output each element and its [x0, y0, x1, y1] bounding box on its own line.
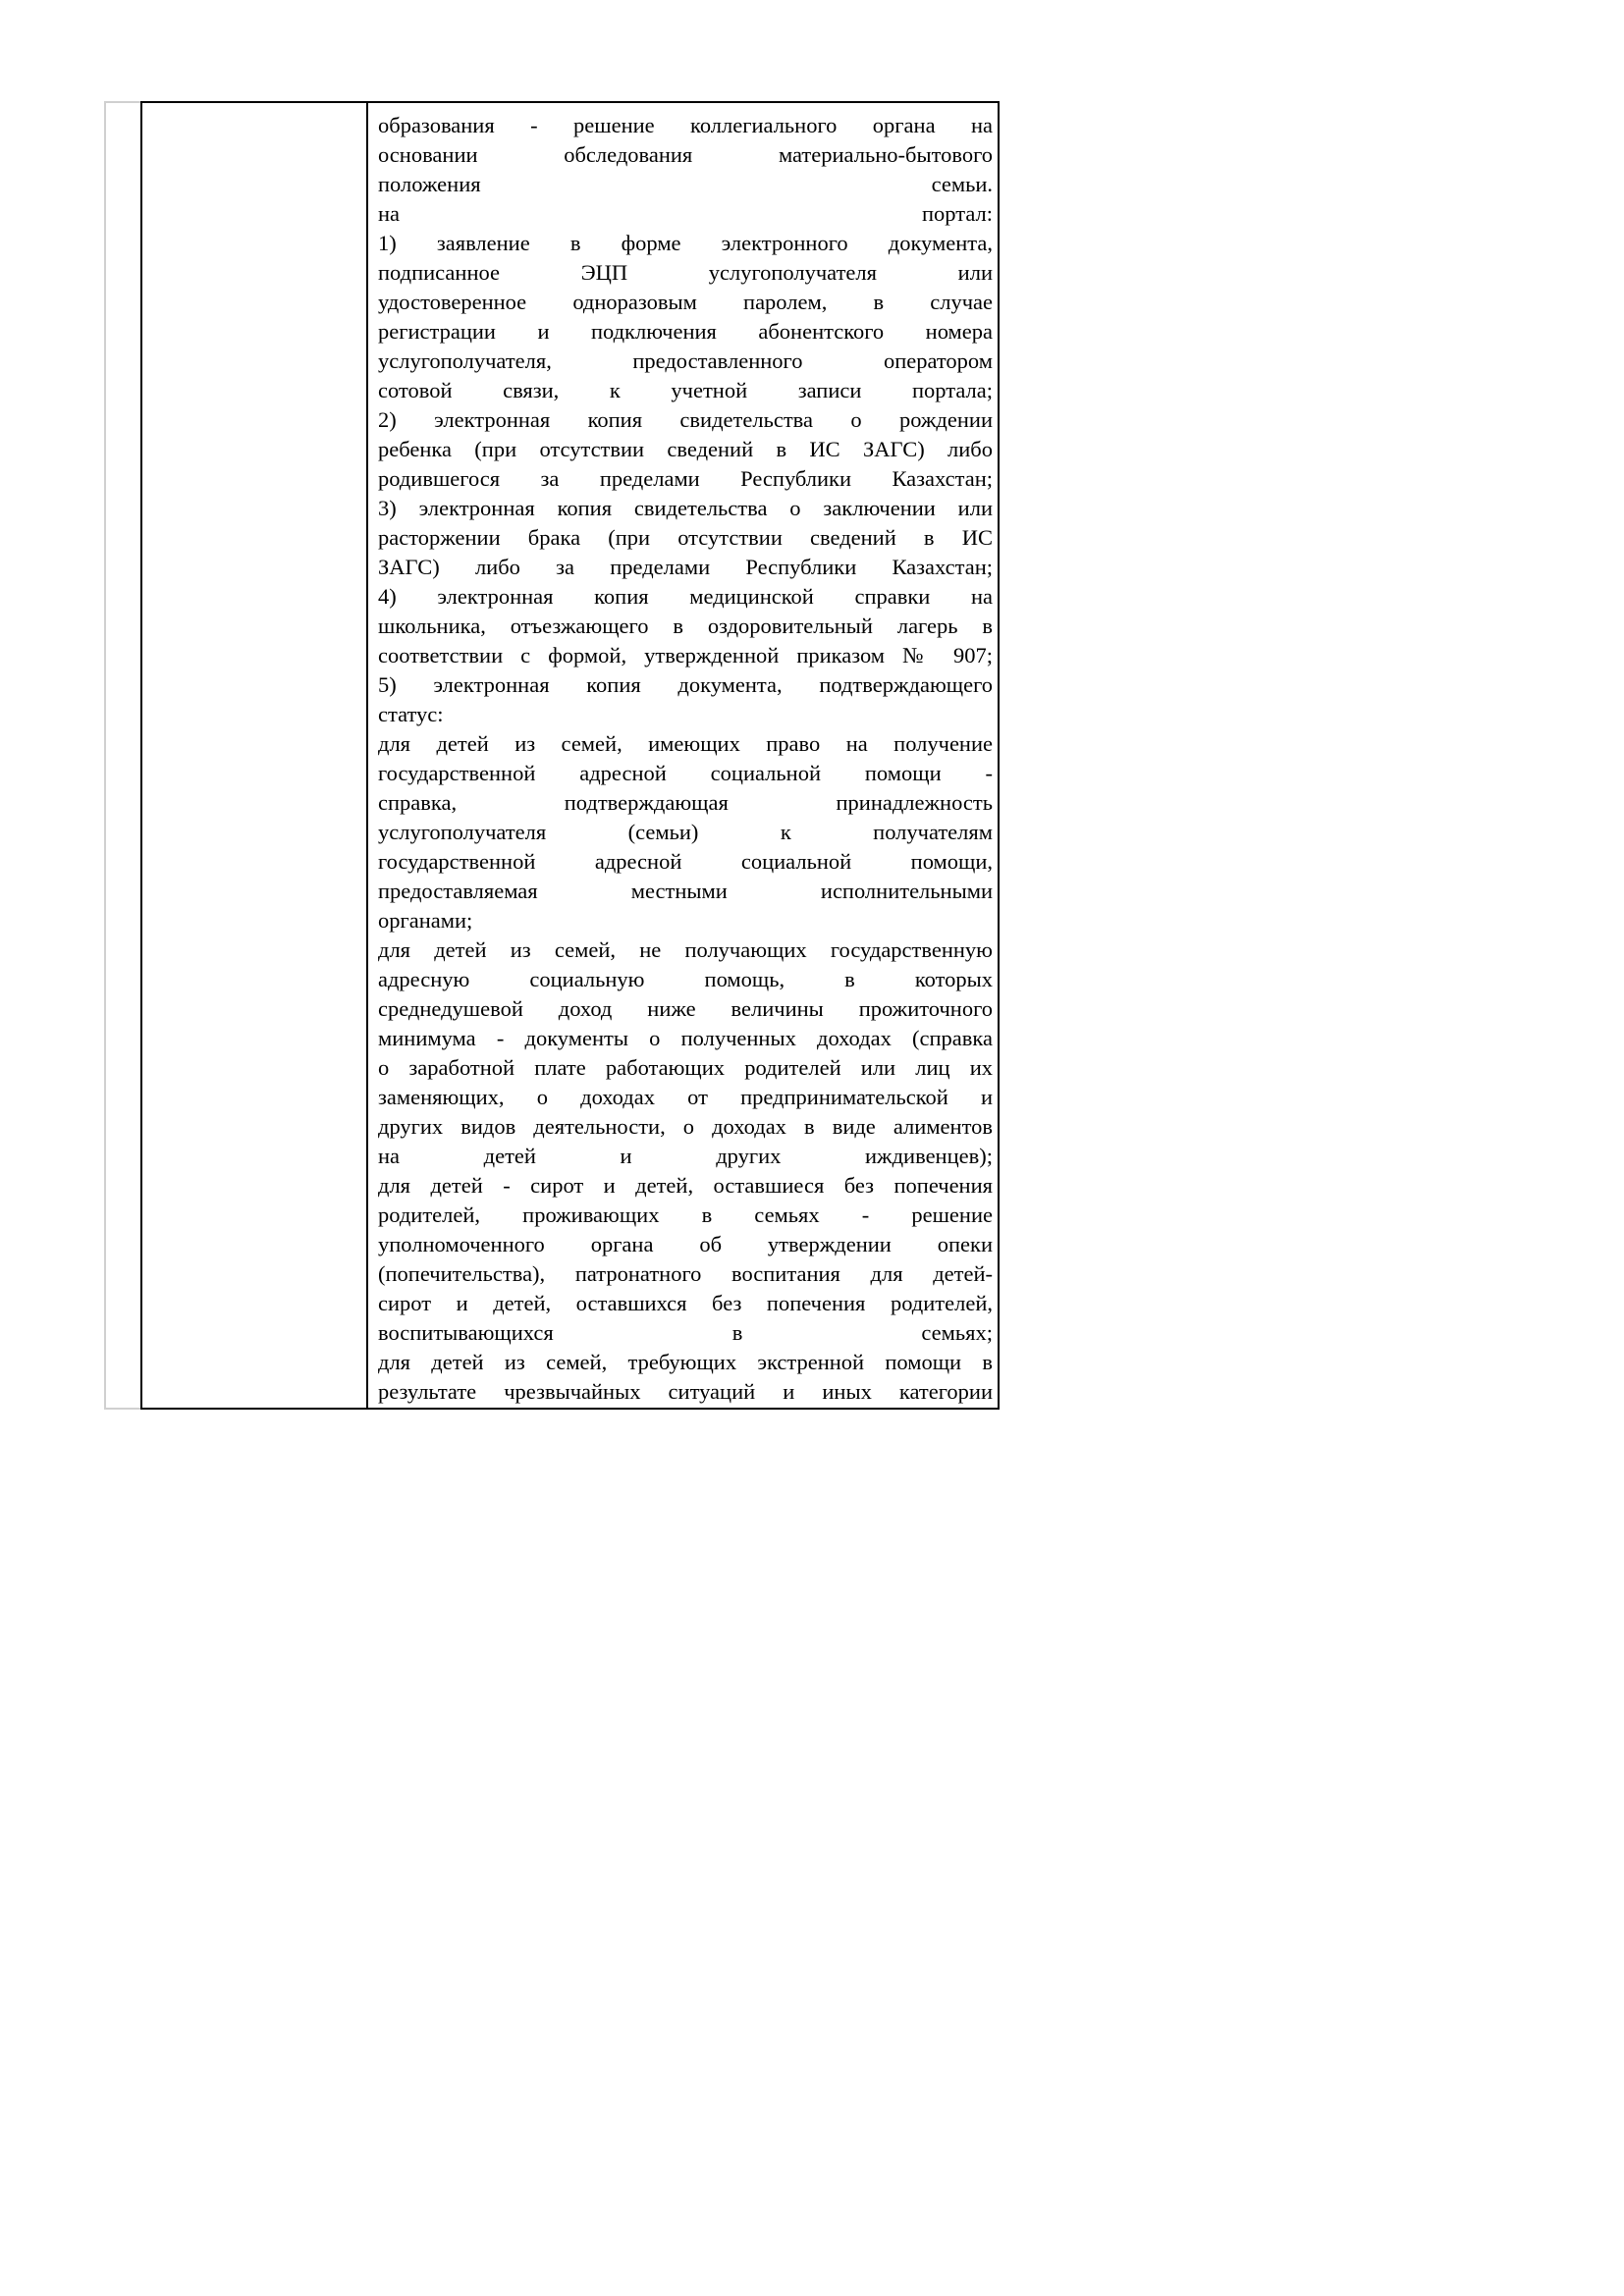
text-line: сирот и детей, оставшихся без попечения родителей,	[378, 1291, 993, 1315]
text-line: ребенка (при отсутствии сведений в ИС ЗАГС) либо	[378, 437, 993, 461]
text-line: родившегося за пределами Республики Казахстан;	[378, 466, 993, 491]
text-line: о заработной плате работающих родителей или лиц их	[378, 1055, 993, 1080]
documents-cell-text	[378, 111, 993, 1407]
text-line: адресную социальную помощь, в которых	[378, 967, 993, 991]
text-line: воспитывающихся в семьях;	[378, 1320, 993, 1345]
text-line: государственной адресной социальной помощи -	[378, 761, 993, 785]
text-line: подписанное ЭЦП услугополучателя или	[378, 260, 993, 285]
text-line: заменяющих, о доходах от предпринимательской и	[378, 1085, 993, 1109]
document-table	[104, 101, 1000, 1410]
text-line: регистрации и подключения абонентского номера	[378, 319, 993, 344]
text-line: ЗАГС) либо за пределами Республики Казахстан;	[378, 555, 993, 579]
text-line: для детей из семей, требующих экстренной помощи в	[378, 1350, 993, 1374]
text-line: 3) электронная копия свидетельства о заключении или	[378, 496, 993, 520]
table-column-documents	[366, 101, 1000, 1410]
text-line: положения семьи.	[378, 172, 993, 196]
text-line: соответствии с формой, утвержденной приказом № 907;	[378, 643, 993, 667]
text-line: уполномоченного органа об утверждении опеки	[378, 1232, 993, 1256]
text-line: для детей из семей, имеющих право на получение	[378, 731, 993, 756]
table-column-service	[140, 101, 366, 1410]
text-line: 1) заявление в форме электронного документа,	[378, 231, 993, 255]
text-line: образования - решение коллегиального органа на	[378, 113, 993, 137]
text-line: для детей - сирот и детей, оставшиеся без попечения	[378, 1173, 993, 1198]
text-line: 5) электронная копия документа, подтверждающего	[378, 672, 993, 697]
text-line: государственной адресной социальной помощи,	[378, 849, 993, 874]
text-line: родителей, проживающих в семьях - решение	[378, 1202, 993, 1227]
text-line: среднедушевой доход ниже величины прожиточного	[378, 996, 993, 1021]
text-line: 2) электронная копия свидетельства о рождении	[378, 407, 993, 432]
text-line: справка, подтверждающая принадлежность	[378, 790, 993, 815]
text-line: удостоверенное одноразовым паролем, в случае	[378, 290, 993, 314]
text-line: других видов деятельности, о доходах в виде алиментов	[378, 1114, 993, 1139]
table-column-number	[104, 101, 140, 1410]
text-line: для детей из семей, не получающих государственную	[378, 937, 993, 962]
text-line: на портал:	[378, 201, 993, 226]
text-line: сотовой связи, к учетной записи портала;	[378, 378, 993, 402]
text-line: услугополучателя (семьи) к получателям	[378, 820, 993, 844]
text-line: органами;	[378, 908, 473, 933]
text-line: (попечительства), патронатного воспитания для детей-	[378, 1261, 993, 1286]
text-line: услугополучателя, предоставленного оператором	[378, 348, 993, 373]
text-line: предоставляемая местными исполнительными	[378, 879, 993, 903]
text-line: основании обследования материально-бытового	[378, 142, 993, 167]
text-line: 4) электронная копия медицинской справки на	[378, 584, 993, 609]
text-line: на детей и других иждивенцев);	[378, 1144, 993, 1168]
text-line: результате чрезвычайных ситуаций и иных категории	[378, 1379, 993, 1404]
text-line: школьника, отъезжающего в оздоровительный лагерь в	[378, 614, 993, 638]
text-line: минимума - документы о полученных доходах (справка	[378, 1026, 993, 1050]
text-line: статус:	[378, 702, 444, 726]
text-line: расторжении брака (при отсутствии сведений в ИС	[378, 525, 993, 550]
